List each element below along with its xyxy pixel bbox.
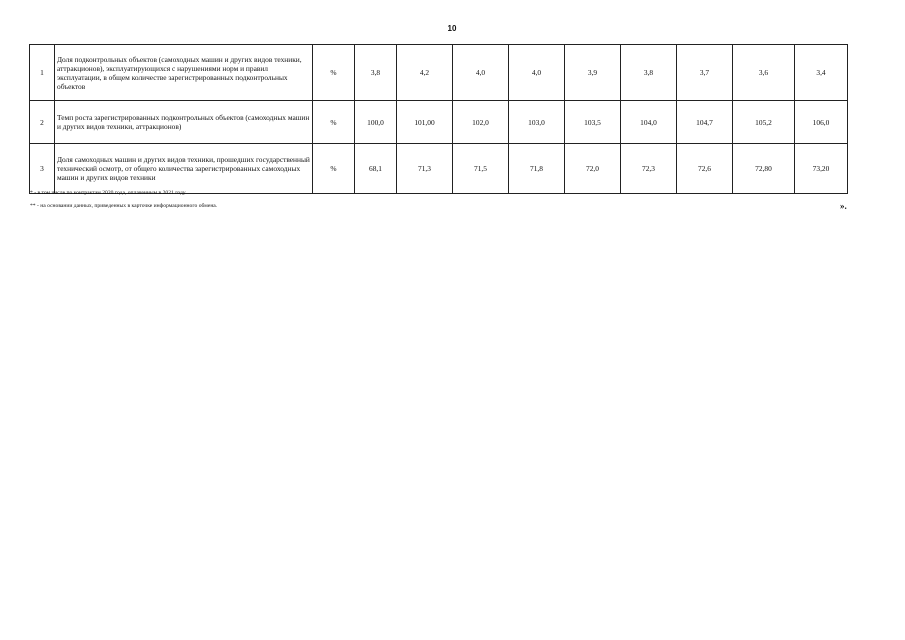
value-cell: 72,0 (565, 144, 621, 194)
row-number-cell: 1 (30, 45, 55, 101)
footnote-data-source: ** - на основании данных, приведенных в карточке информационного обмена. (30, 203, 218, 209)
value-cell: 3,9 (565, 45, 621, 101)
value-cell: 3,6 (733, 45, 795, 101)
value-cell: 3,8 (621, 45, 677, 101)
value-cell: 104,0 (621, 101, 677, 144)
value-cell: 103,0 (509, 101, 565, 144)
value-cell: 3,8 (355, 45, 397, 101)
value-cell: 72,3 (621, 144, 677, 194)
value-cell: 100,0 (355, 101, 397, 144)
value-cell: 71,3 (397, 144, 453, 194)
value-cell: 104,7 (677, 101, 733, 144)
row-number-cell: 3 (30, 144, 55, 194)
value-cell: 101,00 (397, 101, 453, 144)
value-cell: 72,6 (677, 144, 733, 194)
indicator-name-cell: Доля самоходных машин и других видов техники, прошедших государственный технический осмотр, от общего количества зарегистрированных самоходных машин и других видов техники (55, 144, 313, 194)
value-cell: 71,8 (509, 144, 565, 194)
indicators-table (29, 44, 848, 194)
value-cell: 72,80 (733, 144, 795, 194)
page-number: 10 (447, 24, 457, 33)
table-row (30, 45, 848, 101)
value-cell: 68,1 (355, 144, 397, 194)
value-cell: 4,2 (397, 45, 453, 101)
unit-cell: % (313, 144, 355, 194)
value-cell: 73,20 (795, 144, 848, 194)
row-number-cell: 2 (30, 101, 55, 144)
value-cell: 103,5 (565, 101, 621, 144)
table-row (30, 101, 848, 144)
value-cell: 105,2 (733, 101, 795, 144)
value-cell: 4,0 (453, 45, 509, 101)
value-cell: 3,4 (795, 45, 848, 101)
indicator-name-cell: Темп роста зарегистрированных подконтрольных объектов (самоходных машин и других видов техники, аттракционов) (55, 101, 313, 144)
value-cell: 102,0 (453, 101, 509, 144)
value-cell: 106,0 (795, 101, 848, 144)
footnote-contracts: * - в том числе по контрактам 2020 года, оплаченным в 2021 году (30, 190, 186, 196)
closing-quote: ». (840, 201, 847, 211)
indicator-name-cell: Доля подконтрольных объектов (самоходных машин и других видов техники, аттракционов), эксплуатирующихся с нарушениями норм и правил эксплуатации, в общем количестве зарегистрированных подконтрольных объектов (55, 45, 313, 101)
value-cell: 71,5 (453, 144, 509, 194)
table-row (30, 144, 848, 194)
unit-cell: % (313, 45, 355, 101)
unit-cell: % (313, 101, 355, 144)
value-cell: 3,7 (677, 45, 733, 101)
value-cell: 4,0 (509, 45, 565, 101)
